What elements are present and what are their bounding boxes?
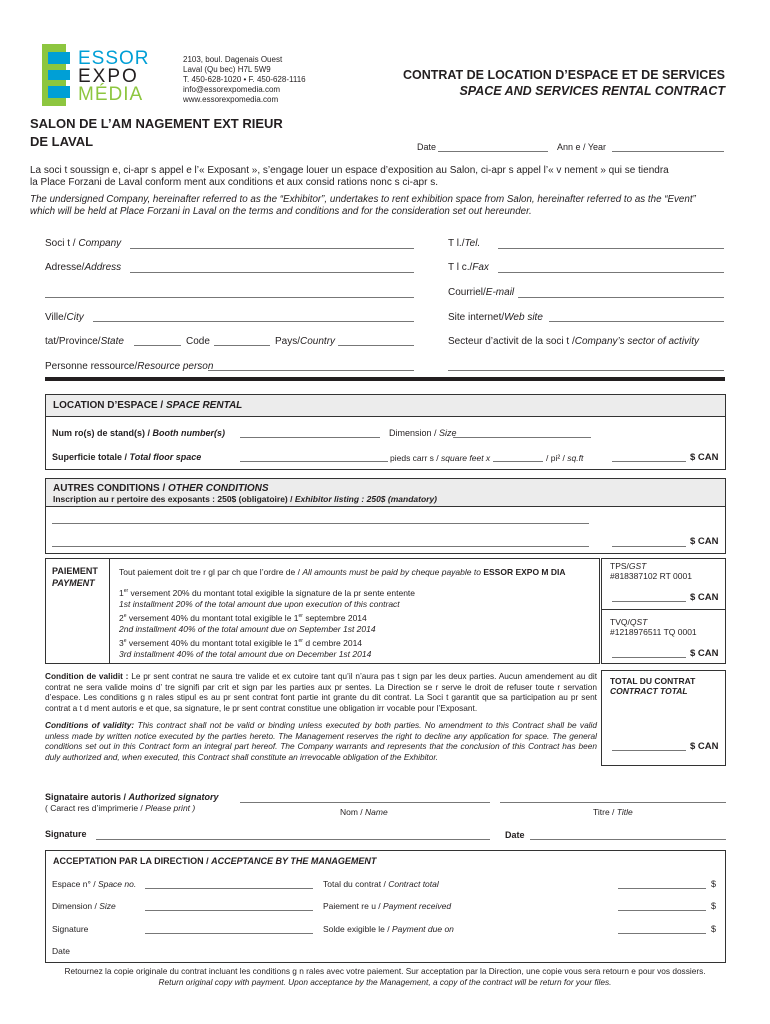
payment-due-dollar: $ [711, 924, 717, 934]
payment-title-fr: PAIEMENT [52, 566, 98, 576]
code-label: Code [186, 336, 210, 347]
square-feet-label: pieds carr s / square feet x [390, 453, 491, 463]
contract-total-en: CONTRACT TOTAL [610, 686, 688, 696]
qst-currency: $ CAN [690, 648, 719, 659]
signature-input[interactable] [96, 839, 490, 840]
title-fr: CONTRAT DE LOCATION D’ESPACE ET DE SERVICES [402, 68, 725, 82]
payment-title-en: PAYMENT [52, 578, 95, 588]
dimension-label: Dimension / Size [389, 428, 457, 438]
acc-total-input[interactable] [618, 888, 706, 889]
qst-label: TVQ/QST [610, 617, 648, 627]
email-input[interactable] [518, 297, 724, 298]
logo-text-3: MÉDIA [78, 84, 144, 105]
person-label: Personne ressource/Resource person [45, 361, 214, 372]
other-conditions-header: AUTRES CONDITIONS / OTHER CONDITIONS Inscription au r pertoire des exposants : 250$ (obligatoire) / Exhibitor listing : 250$ (mandatory) [46, 479, 725, 507]
footer-en: Return original copy with payment. Upon acceptance by the Management, a copy of the contract will be return for your files. [158, 977, 612, 987]
intro-fr-1: La soci t soussign e, ci-apr s appel e l’« Exposant », s’engage louer un espace d’exposition au Salon, ci-apr s appel l’« v nement » qui se tiendra [30, 165, 669, 176]
city-input[interactable] [93, 321, 414, 322]
payment-received-input[interactable] [618, 910, 706, 911]
tel-input[interactable] [498, 248, 724, 249]
web-label: Site internet/Web site [448, 312, 543, 323]
acc-signature-label: Signature [52, 924, 89, 934]
year-field[interactable] [612, 151, 724, 152]
other-conditions-line-1[interactable] [52, 523, 589, 524]
email-label: Courriel/E-mail [448, 287, 515, 298]
payment-instructions: Tout paiement doit tre r gl par ch que l’ordre de / All amounts must be paid by cheque payable to ESSOR EXPO M DIA [119, 567, 566, 577]
dimension-input[interactable] [453, 437, 591, 438]
other-currency: $ CAN [690, 536, 719, 547]
gst-amount-input[interactable] [612, 601, 686, 602]
name-input[interactable] [240, 802, 490, 803]
acc-dimension-label: Dimension / Size [52, 901, 116, 911]
acc-signature-input[interactable] [145, 933, 313, 934]
salon-name-1: SALON DE L’AM NAGEMENT EXT RIEUR [30, 116, 283, 131]
title-input[interactable] [500, 802, 726, 803]
space-no-input[interactable] [145, 888, 313, 889]
logo-text-1: ESSOR [78, 48, 150, 69]
company-input[interactable] [130, 248, 414, 249]
signature-label: Signature [45, 829, 87, 839]
logo [42, 44, 172, 106]
print-note: ( Caract res d’imprimerie / Please print ) [45, 803, 196, 813]
gst-label: TPS/GST [610, 561, 647, 571]
address-line-3: T. 450-628-1020 • F. 450-628-1116 [183, 75, 306, 84]
acceptance-header: ACCEPTATION PAR LA DIRECTION / ACCEPTANCE BY THE MANAGEMENT [46, 851, 725, 871]
intro-en [30, 194, 740, 218]
installment-2-en: 2nd installment 40% of the total amount due on September 1st 2014 [119, 623, 376, 634]
date-sign-label: Date [505, 830, 525, 840]
intro-en-1: The undersigned Company, hereinafter referred to as the “Exhibitor”, undertakes to rent exhibition space from Salon, hereinafter referred to as the “Event” [30, 194, 696, 205]
validity-en: Conditions of validity: This contract shall not be valid or binding unless executed by both parties. No amendment to this Contract shall be valid unless made by written notice executed by the parties hereto. The Management reserves the right to decline any application for space. The general conditions set out in this Contract form an integral part hereof. The Company warrants and represents that the conclusion of this Contract has been duly authorized and, when executed, this Contract shall constitute an irrevocable obligation of the Exhibitor. [45, 720, 597, 762]
acc-total-label: Total du contrat / Contract total [323, 879, 439, 889]
address-input[interactable] [130, 272, 414, 273]
city-label: Ville/City [45, 312, 84, 323]
divider-bar [45, 377, 725, 381]
date-label: Date [417, 142, 437, 152]
company-label: Soci t / Company [45, 238, 122, 249]
installment-2-fr: 2e versement 40% du montant total exigible le 1er septembre 2014 [119, 612, 367, 623]
rental-amount-input[interactable] [612, 461, 686, 462]
date-sign-input[interactable] [530, 839, 726, 840]
per-sqft-label: / pi² / sq.ft [546, 453, 584, 463]
sector-input[interactable] [448, 370, 724, 371]
acc-dimension-input[interactable] [145, 910, 313, 911]
qst-number: #1218976511 TQ 0001 [610, 627, 697, 637]
installment-2 [119, 611, 589, 635]
footer-fr: Retournez la copie originale du contrat incluant les conditions g n rales avec votre paiement. Sur acceptation par la Direction, une copie vous sera retourn e pour vos dossiers. [64, 966, 706, 976]
installment-1 [119, 586, 589, 610]
tel-label: T l./Tel. [448, 238, 481, 249]
acc-date-label: Date [52, 946, 70, 956]
total-floor-label: Superficie totale / Total floor space [52, 452, 202, 462]
qst-amount-input[interactable] [612, 657, 686, 658]
payment-received-dollar: $ [711, 901, 717, 911]
state-input[interactable] [134, 345, 181, 346]
payment-received-label: Paiement re u / Payment received [323, 901, 452, 911]
state-label: tat/Province/State [45, 336, 124, 347]
booth-number-input[interactable] [240, 437, 380, 438]
gst-number: #818387102 RT 0001 [610, 571, 692, 581]
listing-line: Inscription au r pertoire des exposants : 250$ (obligatoire) / Exhibitor listing : 250$ (mandatory) [53, 494, 438, 504]
address-line-2: Laval (Qu bec) H7L 5W9 [183, 65, 271, 74]
contract-total-input[interactable] [612, 750, 686, 751]
person-input[interactable] [208, 370, 414, 371]
taxes-divider-1 [601, 609, 726, 610]
price-per-sqft-input[interactable] [493, 461, 543, 462]
company-address [183, 55, 306, 105]
code-input[interactable] [214, 345, 270, 346]
address-line-4: info@essorexpomedia.com [183, 85, 281, 94]
salon-name-2: DE LAVAL [30, 134, 94, 149]
gst-currency: $ CAN [690, 592, 719, 603]
other-amount-input[interactable] [612, 546, 686, 547]
intro-en-2: which will be held at Place Forzani in Laval on the terms and conditions and for the consideration set out hereunder. [30, 206, 532, 217]
authorized-signatory-label: Signataire autoris / Authorized signatory [45, 792, 219, 802]
address-label: Adresse/Address [45, 262, 122, 273]
sector-label: Secteur d’activit de la soci t /Company’s sector of activity [448, 336, 700, 347]
acc-total-dollar: $ [711, 879, 717, 889]
space-no-label: Espace n° / Space no. [52, 879, 137, 889]
other-conditions-section [45, 478, 726, 554]
intro-fr [30, 165, 730, 189]
installment-3 [119, 636, 589, 660]
rental-currency: $ CAN [690, 452, 719, 463]
floor-space-input[interactable] [240, 461, 388, 462]
fax-label: T l c./Fax [448, 262, 489, 273]
fax-input[interactable] [498, 272, 724, 273]
name-label: Nom / Name [340, 807, 388, 817]
title-label: Titre / Title [593, 807, 633, 817]
country-input[interactable] [338, 345, 414, 346]
logo-text-2: EXPO [78, 66, 139, 87]
address-line-1: 2103, boul. Dagenais Ouest [183, 55, 283, 64]
payment-due-input[interactable] [618, 933, 706, 934]
address-line-5: www.essorexpomedia.com [183, 95, 279, 104]
logo-mark-icon [42, 44, 70, 106]
title-en: SPACE AND SERVICES RENTAL CONTRACT [459, 84, 725, 98]
space-rental-header: LOCATION D’ESPACE / SPACE RENTAL [46, 395, 725, 417]
validity-fr: Condition de validit : Le pr sent contrat ne saura tre valide et ex cutoire tant qu’il n’aura pas t sign par les deux parties. Aucun amendement au dit contrat ne sera valide moins d’ tre signifi par crit et sign par les parties aux pr sentes. La Direction se r serve le droit de refuser toute r servation d’espace. Les conditions g n rales stipul es au pr sent contrat font partie int grante du dit contrat. La Soci t garantit que sa participation au pr sent contrat a t d ment autoris e et que, sa signature, le pr sent contrat constitue une obligation irr vocable pour l’Exposant. [45, 671, 598, 713]
installment-1-en: 1st installment 20% of the total amount due upon execution of this contract [119, 598, 400, 609]
booth-number-label: Num ro(s) de stand(s) / Booth number(s) [52, 428, 226, 438]
web-input[interactable] [549, 321, 724, 322]
payment-due-label: Solde exigible le / Payment due on [323, 924, 454, 934]
year-label: Ann e / Year [557, 142, 607, 152]
contract-total-fr: TOTAL DU CONTRAT [610, 676, 696, 686]
intro-fr-2: la Place Forzani de Laval conform ment aux conditions et aux consid rations nonc s ci-apr s. [30, 177, 438, 188]
installment-1-fr: 1er versement 20% du montant total exigible la signature de la pr sente entente [119, 587, 416, 598]
contract-total-currency: $ CAN [690, 741, 719, 752]
installment-3-en: 3rd installment 40% of the total amount due on December 1st 2014 [119, 648, 372, 659]
date-field[interactable] [438, 151, 548, 152]
country-label: Pays/Country [275, 336, 336, 347]
installment-3-fr: 3e versement 40% du montant total exigible le 1er d cembre 2014 [119, 637, 363, 648]
other-conditions-line-2[interactable] [52, 546, 589, 547]
address-input-2[interactable] [45, 297, 414, 298]
